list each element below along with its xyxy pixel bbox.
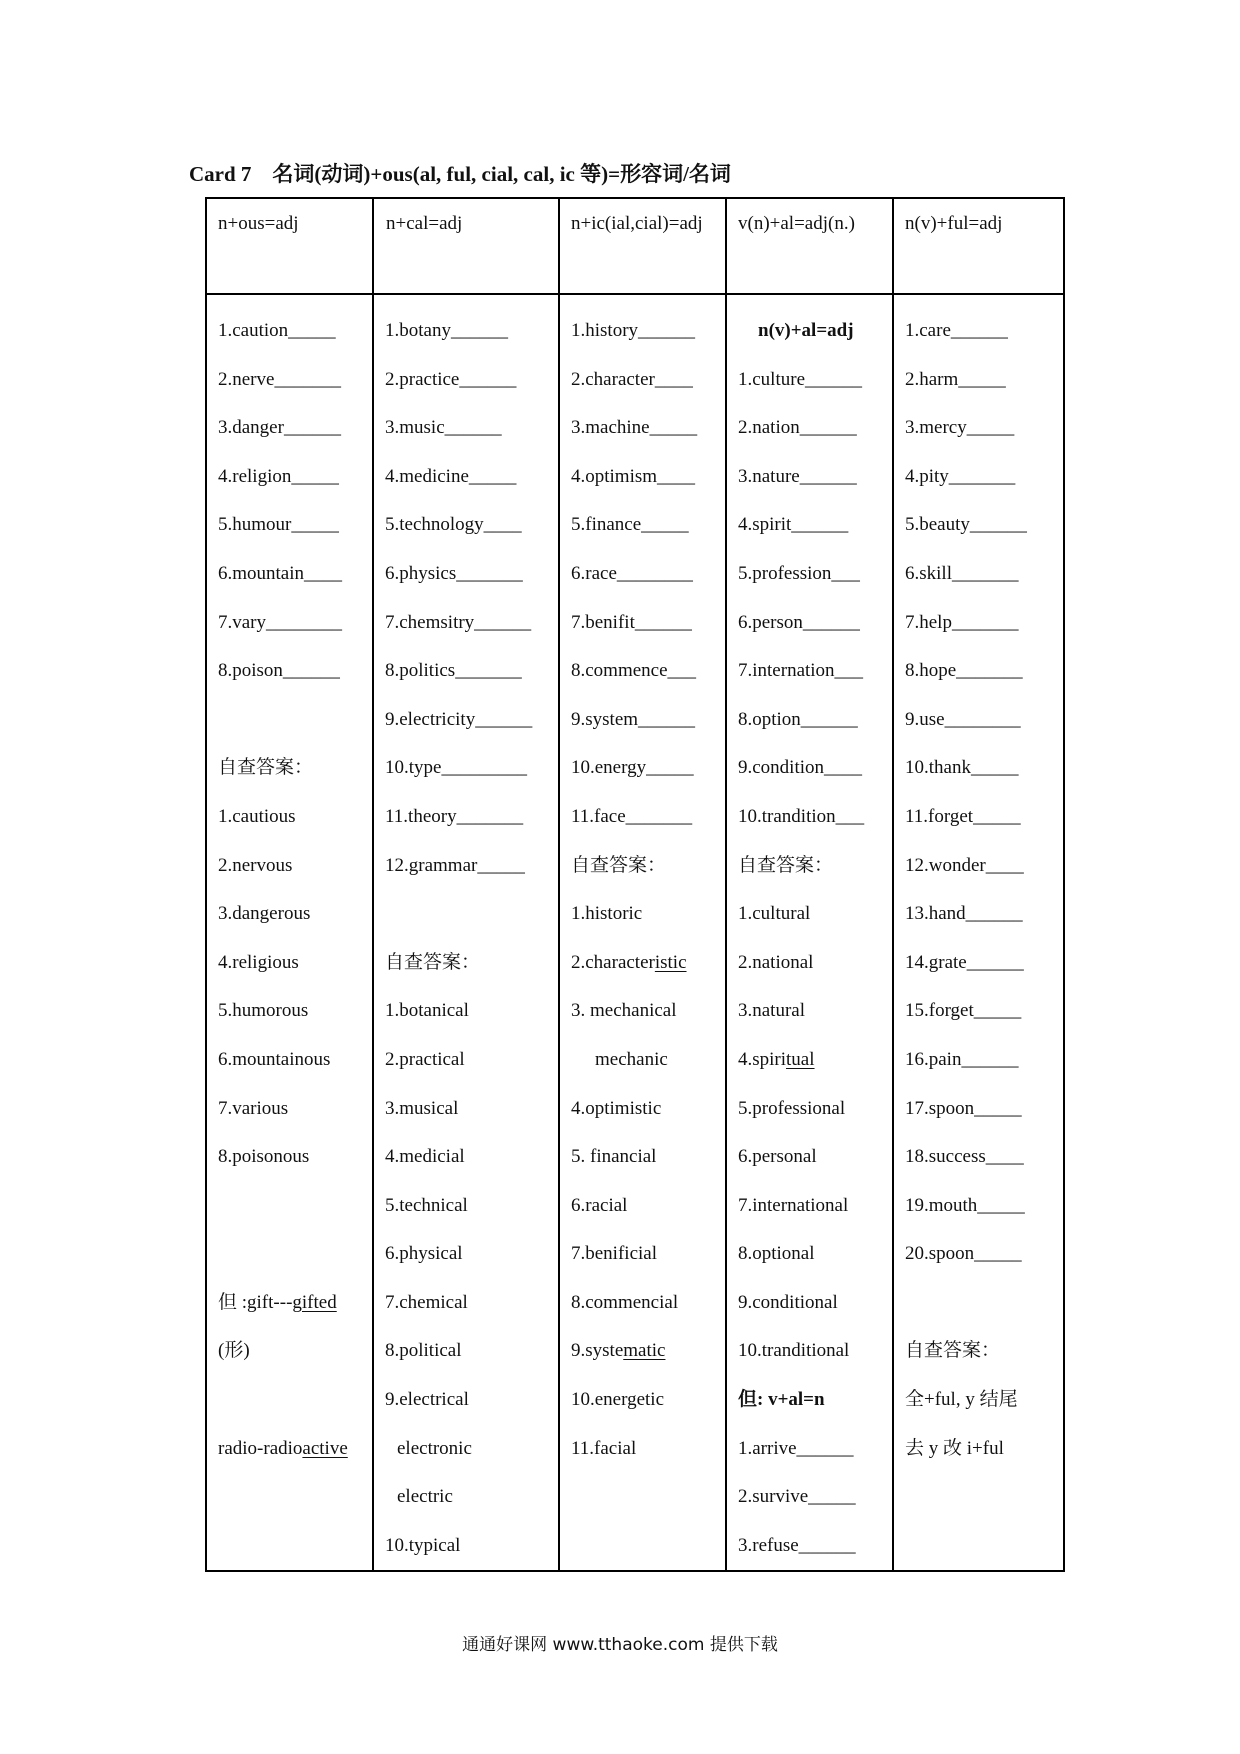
exercise-item: 16.pain______ bbox=[905, 1048, 1019, 1070]
answer-item-extra: electric bbox=[397, 1486, 453, 1508]
answer-item: 8.optional bbox=[738, 1243, 815, 1265]
exercise-item: 11.forget_____ bbox=[905, 805, 1021, 827]
rule-line: 去 y 改 i+ful bbox=[905, 1437, 1004, 1459]
answer-item: 7.various bbox=[218, 1097, 289, 1119]
exception-item: 2.survive_____ bbox=[738, 1486, 856, 1508]
answer-item bbox=[738, 1036, 892, 1085]
answers-label: 自查答案： bbox=[218, 757, 314, 779]
exercise-item: 2.harm_____ bbox=[905, 368, 1006, 390]
exception-heading: 但: v+al=n bbox=[738, 1389, 825, 1411]
answer-item bbox=[571, 1327, 725, 1376]
exercise-item: 12.grammar_____ bbox=[385, 854, 525, 876]
answer-item: 8.political bbox=[385, 1340, 462, 1362]
exercise-item: 2.nerve_______ bbox=[218, 368, 341, 390]
exercise-item: 19.mouth_____ bbox=[905, 1194, 1025, 1216]
exercise-item: 3.music______ bbox=[385, 417, 502, 439]
exercise-item: 7.vary________ bbox=[218, 611, 343, 633]
exercise-item: 9.electricity______ bbox=[385, 708, 533, 730]
exercise-item: 8.politics_______ bbox=[385, 660, 522, 682]
exercise-item: 11.theory_______ bbox=[385, 805, 524, 827]
exercise-item: 9.condition____ bbox=[738, 757, 863, 779]
answer-item: 8.commencial bbox=[571, 1291, 679, 1313]
note-text: 但 :gift--- bbox=[218, 1291, 293, 1313]
exercise-item: 1.botany______ bbox=[385, 320, 508, 341]
exercise-item: 6.mountain____ bbox=[218, 562, 343, 584]
header-cell bbox=[726, 198, 893, 294]
answer-underlined: matic bbox=[623, 1340, 666, 1362]
column-al bbox=[726, 294, 893, 1571]
answer-text: 4.spiri bbox=[738, 1048, 787, 1070]
table-header-row bbox=[206, 198, 1064, 294]
note-text: (形) bbox=[218, 1340, 250, 1362]
answer-item-extra: electronic bbox=[397, 1437, 472, 1459]
exercise-item: 10.type_________ bbox=[385, 757, 527, 779]
exercise-item: 6.skill_______ bbox=[905, 562, 1019, 584]
exercise-item: 2.nation______ bbox=[738, 417, 857, 439]
answer-item: 1.cautious bbox=[218, 805, 296, 827]
page-footer: 通通好课网 www.tthaoke.com 提供下载 bbox=[462, 1635, 778, 1655]
exercise-item: 7.benifit______ bbox=[571, 611, 692, 633]
answers-label: 自查答案： bbox=[385, 951, 481, 973]
exercise-item: 1.culture______ bbox=[738, 368, 863, 390]
exercise-item: 6.race________ bbox=[571, 562, 693, 584]
answer-item: 9.conditional bbox=[738, 1291, 838, 1313]
exercise-item: 10.trandition___ bbox=[738, 805, 865, 827]
exception-item: 3.refuse______ bbox=[738, 1534, 856, 1556]
answer-item: 10.energetic bbox=[571, 1389, 665, 1411]
answers-label: 自查答案： bbox=[571, 854, 667, 876]
answer-item: 6.racial bbox=[571, 1194, 628, 1216]
exercise-item: 7.chemsitry______ bbox=[385, 611, 532, 633]
answer-item: 2.national bbox=[738, 951, 814, 973]
answer-item: 3.dangerous bbox=[218, 903, 311, 925]
exercise-item: 8.option______ bbox=[738, 708, 858, 730]
answer-item: 9.electrical bbox=[385, 1389, 469, 1411]
exercise-item: 4.spirit______ bbox=[738, 514, 849, 536]
exception-note-radio bbox=[218, 1425, 372, 1474]
header-ful: n(v)+ful=adj bbox=[905, 213, 1003, 234]
answer-item: 5.humorous bbox=[218, 1000, 309, 1022]
exercise-item: 1.caution_____ bbox=[218, 320, 336, 341]
answer-item: 1.botanical bbox=[385, 1000, 469, 1022]
subheading: n(v)+al=adj bbox=[758, 320, 854, 341]
exception-item: 1.arrive______ bbox=[738, 1437, 854, 1459]
exercise-item: 8.commence___ bbox=[571, 660, 697, 682]
exercise-item: 13.hand______ bbox=[905, 903, 1023, 925]
exercise-item: 8.poison______ bbox=[218, 660, 340, 682]
note-underlined: active bbox=[302, 1437, 348, 1459]
table-body-row bbox=[206, 294, 1064, 1571]
exercise-item: 1.history______ bbox=[571, 320, 696, 341]
answers-label: 自查答案： bbox=[905, 1340, 1001, 1362]
exercise-item: 4.optimism____ bbox=[571, 465, 696, 487]
column-ful bbox=[893, 294, 1064, 1571]
exercise-item: 3.machine_____ bbox=[571, 417, 698, 439]
answer-item: 1.cultural bbox=[738, 903, 811, 925]
header-cell bbox=[559, 198, 726, 294]
answer-item: 10.tranditional bbox=[738, 1340, 850, 1362]
exercise-item: 8.hope_______ bbox=[905, 660, 1023, 682]
answer-item: 1.historic bbox=[571, 903, 643, 925]
exercise-item: 5.beauty______ bbox=[905, 514, 1027, 536]
exercise-item: 12.wonder____ bbox=[905, 854, 1024, 876]
answer-item: 4.religious bbox=[218, 951, 299, 973]
answer-item: 10.typical bbox=[385, 1534, 461, 1556]
exercise-item: 10.energy_____ bbox=[571, 757, 694, 779]
exception-note-gift bbox=[218, 1279, 372, 1376]
answer-item: 7.international bbox=[738, 1194, 849, 1216]
answer-item: 7.benificial bbox=[571, 1243, 657, 1265]
exercise-item: 11.face_______ bbox=[571, 805, 693, 827]
exercise-item: 3.mercy_____ bbox=[905, 417, 1015, 439]
answer-item: 3.natural bbox=[738, 1000, 806, 1022]
exercise-item: 15.forget_____ bbox=[905, 1000, 1022, 1022]
exercise-item: 6.physics_______ bbox=[385, 562, 523, 584]
rule-line: 全+ful, y 结尾 bbox=[905, 1389, 1018, 1411]
exercise-item: 5.finance_____ bbox=[571, 514, 689, 536]
exercise-item: 4.medicine_____ bbox=[385, 465, 517, 487]
exercise-item: 9.system______ bbox=[571, 708, 696, 730]
exercise-item: 5.humour_____ bbox=[218, 514, 339, 536]
exercise-item: 2.practice______ bbox=[385, 368, 517, 390]
answer-item: 5. financial bbox=[571, 1146, 657, 1168]
exercise-item: 2.character____ bbox=[571, 368, 693, 390]
exercise-item: 7.internation___ bbox=[738, 660, 864, 682]
exercise-item: 10.thank_____ bbox=[905, 757, 1019, 779]
header-ic: n+ic(ial,cial)=adj bbox=[571, 213, 703, 234]
exercise-item: 9.use________ bbox=[905, 708, 1021, 730]
answer-text: 2.character bbox=[571, 951, 655, 973]
exercise-item: 6.person______ bbox=[738, 611, 860, 633]
exercise-item: 4.pity_______ bbox=[905, 465, 1016, 487]
header-cell bbox=[893, 198, 1064, 294]
answer-item: 3. mechanical bbox=[571, 1000, 677, 1022]
column-ous bbox=[206, 294, 373, 1571]
answer-item: 8.poisonous bbox=[218, 1146, 310, 1168]
exercise-item: 7.help_______ bbox=[905, 611, 1019, 633]
exercise-item: 18.success____ bbox=[905, 1146, 1024, 1168]
column-ic bbox=[559, 294, 726, 1571]
note-underlined: gifted bbox=[292, 1291, 337, 1313]
exercise-item: 3.nature______ bbox=[738, 465, 857, 487]
answer-item: 2.nervous bbox=[218, 854, 293, 876]
header-cell bbox=[373, 198, 559, 294]
exercise-item: 17.spoon_____ bbox=[905, 1097, 1022, 1119]
answer-item: 3.musical bbox=[385, 1097, 459, 1119]
header-cal: n+cal=adj bbox=[386, 213, 463, 234]
exercise-item: 3.danger______ bbox=[218, 417, 341, 439]
exercise-item: 20.spoon_____ bbox=[905, 1243, 1022, 1265]
header-al: v(n)+al=adj(n.) bbox=[738, 213, 855, 234]
answer-item: 5.technical bbox=[385, 1194, 468, 1216]
page-title: Card 7 名词(动词)+ous(al, ful, cial, cal, ic 等)=形容词/名词 bbox=[189, 162, 731, 186]
exercise-item: 14.grate______ bbox=[905, 951, 1024, 973]
answer-item: 6.physical bbox=[385, 1243, 463, 1265]
column-cal bbox=[373, 294, 559, 1571]
answer-item: 11.facial bbox=[571, 1437, 637, 1459]
header-cell bbox=[206, 198, 373, 294]
note-text: radio-radio bbox=[218, 1437, 303, 1459]
answer-item: 2.practical bbox=[385, 1048, 465, 1070]
answers-label: 自查答案： bbox=[738, 854, 834, 876]
answer-item: 5.professional bbox=[738, 1097, 846, 1119]
answer-item: 4.medicial bbox=[385, 1146, 465, 1168]
answer-underlined: tual bbox=[786, 1048, 815, 1070]
header-ous: n+ous=adj bbox=[218, 213, 299, 234]
answer-item: 6.mountainous bbox=[218, 1048, 331, 1070]
exercise-item: 1.care______ bbox=[905, 320, 1008, 341]
answer-item bbox=[571, 939, 725, 988]
answer-item: 7.chemical bbox=[385, 1291, 468, 1313]
answer-item: 4.optimistic bbox=[571, 1097, 662, 1119]
exercise-item: 4.religion_____ bbox=[218, 465, 339, 487]
answer-item-extra: mechanic bbox=[595, 1048, 668, 1070]
answer-item: 6.personal bbox=[738, 1146, 817, 1168]
vocabulary-table bbox=[205, 197, 1065, 1572]
exercise-item: 5.profession___ bbox=[738, 562, 860, 584]
exercise-item: 5.technology____ bbox=[385, 514, 522, 536]
answer-text: 9.syste bbox=[571, 1340, 624, 1362]
answer-underlined: istic bbox=[654, 951, 687, 973]
